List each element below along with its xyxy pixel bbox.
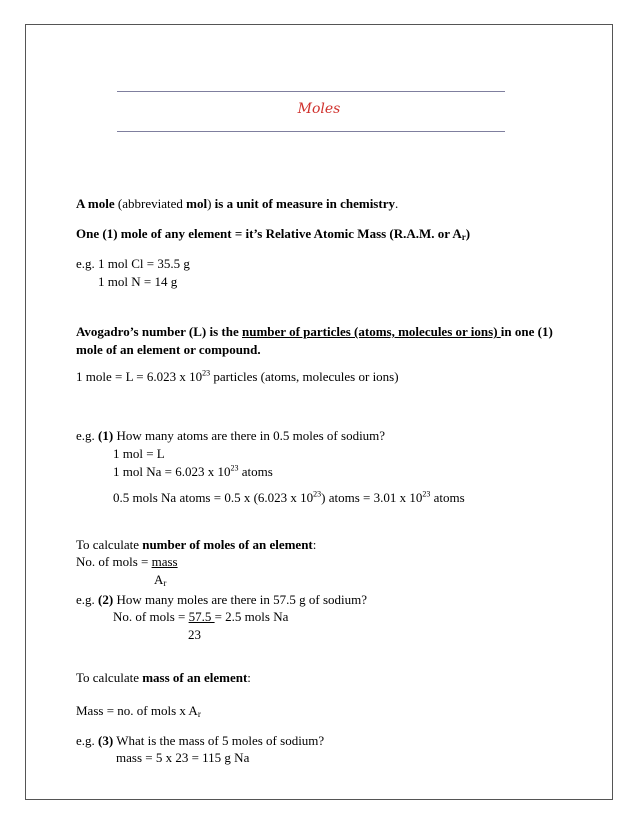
mass-formula bbox=[76, 703, 201, 720]
moles-formula-denominator bbox=[154, 572, 166, 589]
subscript: r bbox=[197, 709, 201, 719]
term-mole: A mole bbox=[76, 196, 115, 211]
text-span: 1 mol Na = 6.023 x 10 bbox=[113, 464, 231, 479]
mole-ram-statement bbox=[76, 226, 470, 243]
question-1 bbox=[76, 428, 385, 444]
superscript: 23 bbox=[422, 489, 431, 499]
example-n: 1 mol N = 14 g bbox=[98, 274, 178, 289]
q2-denominator: 23 bbox=[188, 627, 201, 642]
text-span: . bbox=[394, 196, 399, 211]
avogadro-definition-line2: mole of an element or compound. bbox=[76, 342, 261, 357]
text-span: What is the mass of 5 moles of sodium? bbox=[113, 733, 325, 748]
question-2 bbox=[76, 592, 367, 608]
title-rule-top bbox=[117, 91, 505, 92]
text-span: A bbox=[154, 572, 164, 587]
text-span: e.g. bbox=[76, 592, 99, 607]
text-span: in one (1) bbox=[500, 324, 553, 339]
q1-answer bbox=[113, 490, 465, 506]
text-span: mass of an element bbox=[142, 670, 248, 685]
avogadro-definition-line1 bbox=[76, 324, 553, 340]
avogadro-value bbox=[76, 369, 399, 385]
text-span: 57.5 bbox=[188, 609, 215, 624]
text-span: atoms bbox=[238, 464, 273, 479]
text-span: number of moles of an element bbox=[142, 537, 313, 552]
question-3 bbox=[76, 733, 324, 749]
q1-step-2 bbox=[113, 464, 273, 480]
term-mol: mol bbox=[186, 196, 208, 211]
subscript: r bbox=[461, 232, 466, 242]
text-span: How many moles are there in 57.5 g of sodium? bbox=[113, 592, 368, 607]
text-span: One (1) mole of any element = it’s Relative Atomic Mass (R.A.M. or A bbox=[76, 226, 462, 241]
text-span: No. of mols = bbox=[113, 609, 189, 624]
text-span: is a unit of measure in chemistry bbox=[214, 196, 395, 211]
text-span: Mass = no. of mols x A bbox=[76, 703, 198, 718]
text-span: Avogadro’s number (L) is the bbox=[76, 324, 242, 339]
subscript: r bbox=[163, 578, 167, 588]
text-span: (abbreviated bbox=[114, 196, 187, 211]
formula-numerator: mass bbox=[151, 554, 178, 569]
text-span: ) atoms = 3.01 x 10 bbox=[321, 490, 423, 505]
title-rule-bottom bbox=[117, 131, 505, 132]
page-title: Moles bbox=[297, 101, 341, 117]
example-cl: e.g. 1 mol Cl = 35.5 g bbox=[76, 256, 190, 271]
q3-answer: mass = 5 x 23 = 115 g Na bbox=[116, 750, 250, 765]
text-span: No. of mols = bbox=[76, 554, 152, 569]
q2-answer bbox=[113, 609, 288, 625]
underlined-particles: number of particles (atoms, molecules or ions) bbox=[242, 324, 501, 339]
q1-step-1: 1 mol = L bbox=[113, 446, 165, 461]
superscript: 23 bbox=[230, 463, 239, 473]
text-span: atoms bbox=[430, 490, 465, 505]
text-span: e.g. bbox=[76, 428, 99, 443]
moles-formula bbox=[76, 554, 178, 570]
text-span: To calculate bbox=[76, 537, 143, 552]
text-span: particles (atoms, molecules or ions) bbox=[210, 369, 399, 384]
text-span: 0.5 mols Na atoms = 0.5 x (6.023 x 10 bbox=[113, 490, 314, 505]
text-span: (2) bbox=[98, 592, 114, 607]
text-span: To calculate bbox=[76, 670, 143, 685]
text-span: (1) bbox=[98, 428, 114, 443]
text-span: : bbox=[247, 670, 251, 685]
text-span: = 2.5 mols Na bbox=[214, 609, 289, 624]
text-span: e.g. bbox=[76, 733, 99, 748]
mole-definition bbox=[76, 196, 398, 212]
text-span: How many atoms are there in 0.5 moles of sodium? bbox=[113, 428, 386, 443]
text-span: ) bbox=[465, 226, 471, 241]
superscript: 23 bbox=[313, 489, 322, 499]
superscript: 23 bbox=[202, 368, 211, 378]
text-span: (3) bbox=[98, 733, 114, 748]
text-span: 1 mole = L = 6.023 x 10 bbox=[76, 369, 203, 384]
calc-moles-heading bbox=[76, 537, 316, 553]
calc-mass-heading bbox=[76, 670, 251, 686]
text-span: ) bbox=[207, 196, 215, 211]
text-span: : bbox=[312, 537, 317, 552]
